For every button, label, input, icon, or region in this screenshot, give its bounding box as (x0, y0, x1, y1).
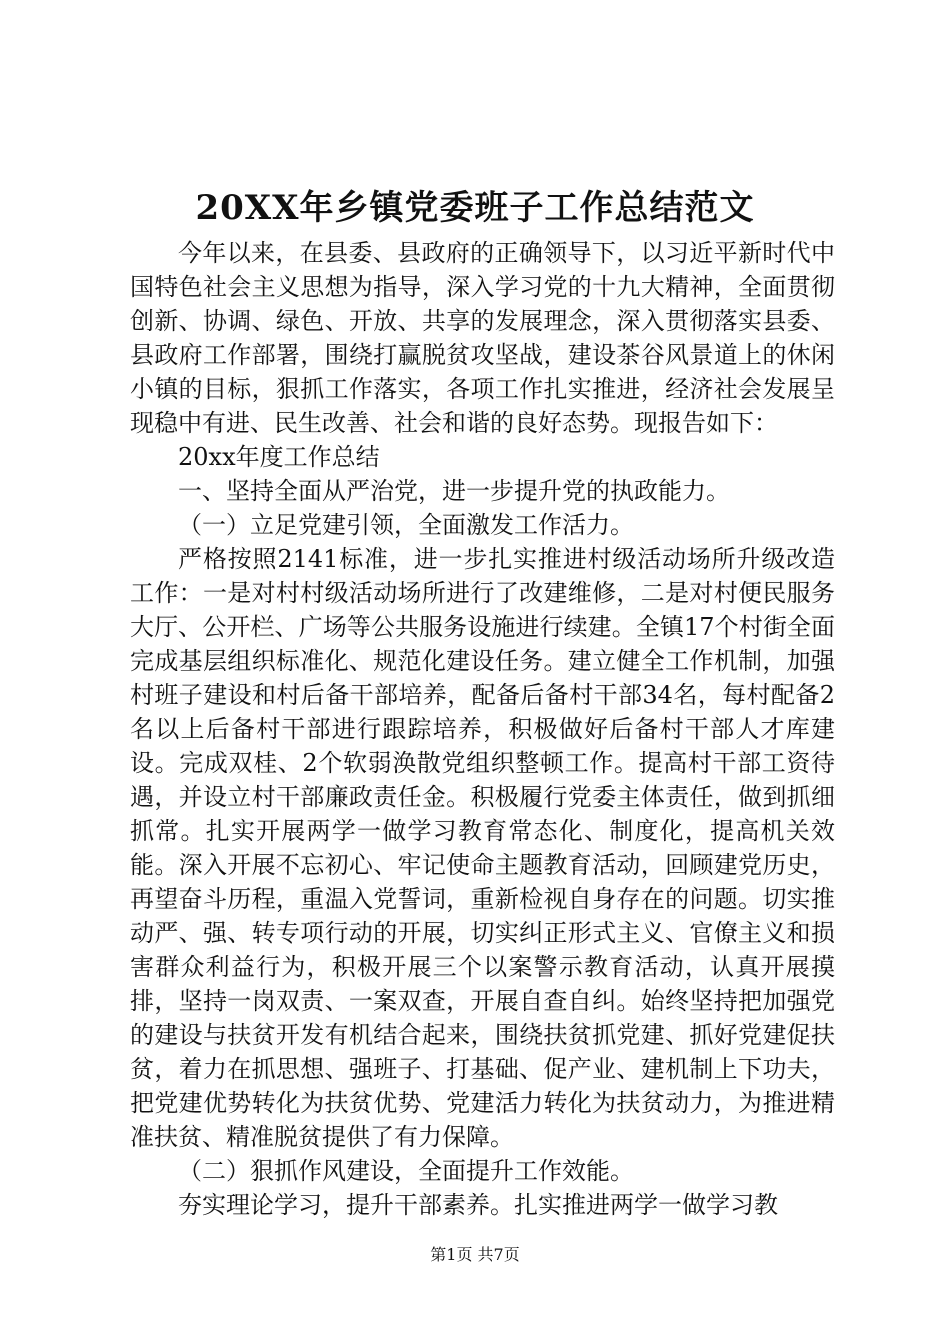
paragraph-intro: 今年以来，在县委、县政府的正确领导下，以习近平新时代中国特色社会主义思想为指导，深入学习党的十九大精神，全面贯彻创新、协调、绿色、开放、共享的发展理念，深入贯彻落实县委、县政府工作部署，围绕打赢脱贫攻坚战，建设茶谷风景道上的休闲小镇的目标，狠抓工作落实，各项工作扎实推进，经济社会发展呈现稳中有进、民生改善、社会和谐的良好态势。现报告如下： (130, 239, 835, 437)
page-footer: 第1页 共7页 (430, 1245, 520, 1264)
paragraph-subheading-2: （二）狠抓作风建设，全面提升工作效能。 (178, 1157, 634, 1185)
paragraph-subheading-1: （一）立足党建引领，全面激发工作活力。 (178, 511, 634, 539)
document-body (130, 236, 835, 1222)
paragraph-theory-study: 夯实理论学习，提升干部素养。扎实推进两学一做学习教 (178, 1191, 778, 1219)
document-title: 20XX年乡镇党委班子工作总结范文 (195, 188, 755, 228)
paragraph-party-building: 严格按照2141标准，进一步扎实推进村级活动场所升级改造工作：一是对村村级活动场所进行了改建维修，二是对村便民服务大厅、公开栏、广场等公共服务设施进行续建。全镇17个村街全面完成基层组织标准化、规范化建设任务。建立健全工作机制，加强村班子建设和村后备干部培养，配备后备村干部34名，每村配备2名以上后备村干部进行跟踪培养，积极做好后备村干部人才库建设。完成双桂、2个软弱涣散党组织整顿工作。提高村干部工资待遇，并设立村干部廉政责任金。积极履行党委主体责任，做到抓细抓常。扎实开展两学一做学习教育常态化、制度化，提高机关效能。深入开展不忘初心、牢记使命主题教育活动，回顾建党历史，再望奋斗历程，重温入党誓词，重新检视自身存在的问题。切实推动严、强、转专项行动的开展，切实纠正形式主义、官僚主义和损害群众利益行为，积极开展三个以案警示教育活动，认真开展摸排，坚持一岗双责、一案双查，开展自查自纠。始终坚持把加强党的建设与扶贫开发有机结合起来，围绕扶贫抓党建、抓好党建促扶贫，着力在抓思想、强班子、打基础、促产业、建机制上下功夫，把党建优势转化为扶贫优势、党建活力转化为扶贫动力，为推进精准扶贫、精准脱贫提供了有力保障。 (130, 545, 835, 1151)
paragraph-heading-1: 一、坚持全面从严治党，进一步提升党的执政能力。 (178, 477, 730, 505)
paragraph-section-heading: 20xx年度工作总结 (178, 443, 380, 471)
